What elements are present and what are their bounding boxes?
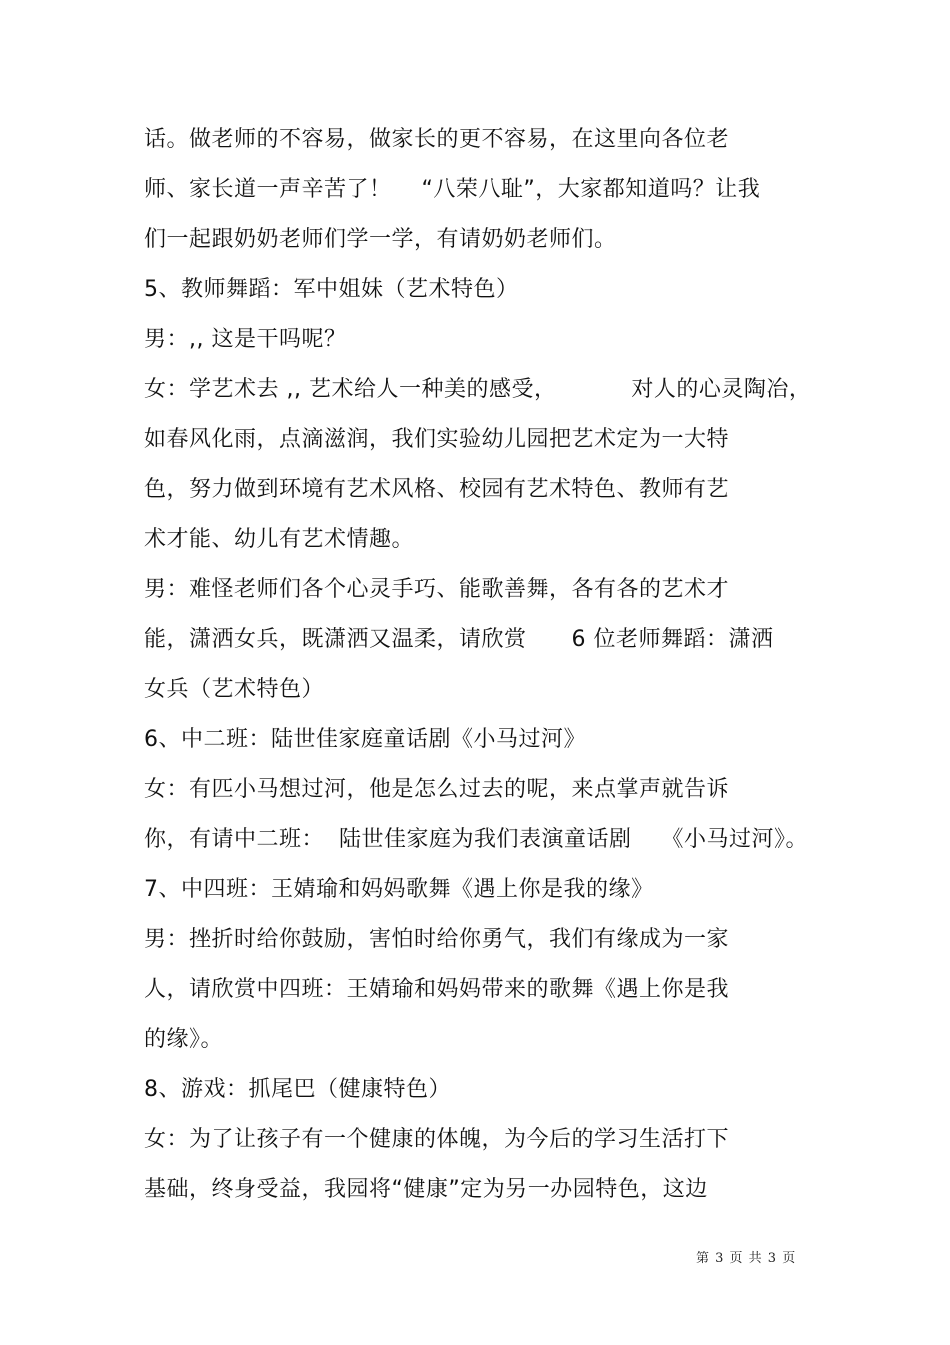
text-line: 话。做老师的不容易，做家长的更不容易，在这里向各位老 [144, 127, 730, 152]
text-line: 女：有匹小马想过河，他是怎么过去的呢，来点掌声就告诉 [144, 777, 730, 802]
text-line: 的缘》。 [144, 1027, 224, 1052]
section-heading: 5、教师舞蹈：军中姐妹（艺术特色） [144, 277, 519, 302]
section-heading: 6、中二班：陆世佳家庭童话剧《小马过河》 [144, 727, 586, 752]
text-line: 女兵（艺术特色） [144, 677, 325, 702]
text-line: 男：难怪老师们各个心灵手巧、能歌善舞，各有各的艺术才 [144, 577, 730, 602]
text-line: 术才能、幼儿有艺术情趣。 [144, 527, 415, 552]
text-line: 们一起跟奶奶老师们学一学，有请奶奶老师们。 [144, 227, 617, 252]
text-line: 能，潇洒女兵，既潇洒又温柔，请欣赏 6 位老师舞蹈：潇洒 [144, 627, 774, 652]
section-heading: 8、游戏：抓尾巴（健康特色） [144, 1077, 451, 1102]
text-line: 人，请欣赏中四班：王婧瑜和妈妈带来的歌舞《遇上你是我 [144, 977, 730, 1002]
text-line: 如春风化雨，点滴滋润，我们实验幼儿园把艺术定为一大特 [144, 427, 730, 452]
text-line: 女：学艺术去 ,, 艺术给人一种美的感受， 对人的心灵陶冶， [144, 377, 812, 402]
text-line: 师、家长道一声辛苦了！ “八荣八耻”，大家都知道吗？让我 [144, 177, 761, 202]
text-line: 基础，终身受益，我园将“健康”定为另一办园特色，这边 [144, 1177, 708, 1202]
text-line: 男：,, 这是干吗呢？ [144, 327, 347, 352]
text-line: 男：挫折时给你鼓励，害怕时给你勇气，我们有缘成为一家 [144, 927, 730, 952]
page-number-footer: 第 3 页 共 3 页 [696, 1251, 797, 1266]
section-heading: 7、中四班：王婧瑜和妈妈歌舞《遇上你是我的缘》 [144, 877, 654, 902]
text-line: 你，有请中二班： 陆世佳家庭为我们表演童话剧 《小马过河》。 [144, 827, 808, 852]
text-line: 女：为了让孩子有一个健康的体魄，为今后的学习生活打下 [144, 1127, 730, 1152]
text-line: 色，努力做到环境有艺术风格、校园有艺术特色、教师有艺 [144, 477, 730, 502]
